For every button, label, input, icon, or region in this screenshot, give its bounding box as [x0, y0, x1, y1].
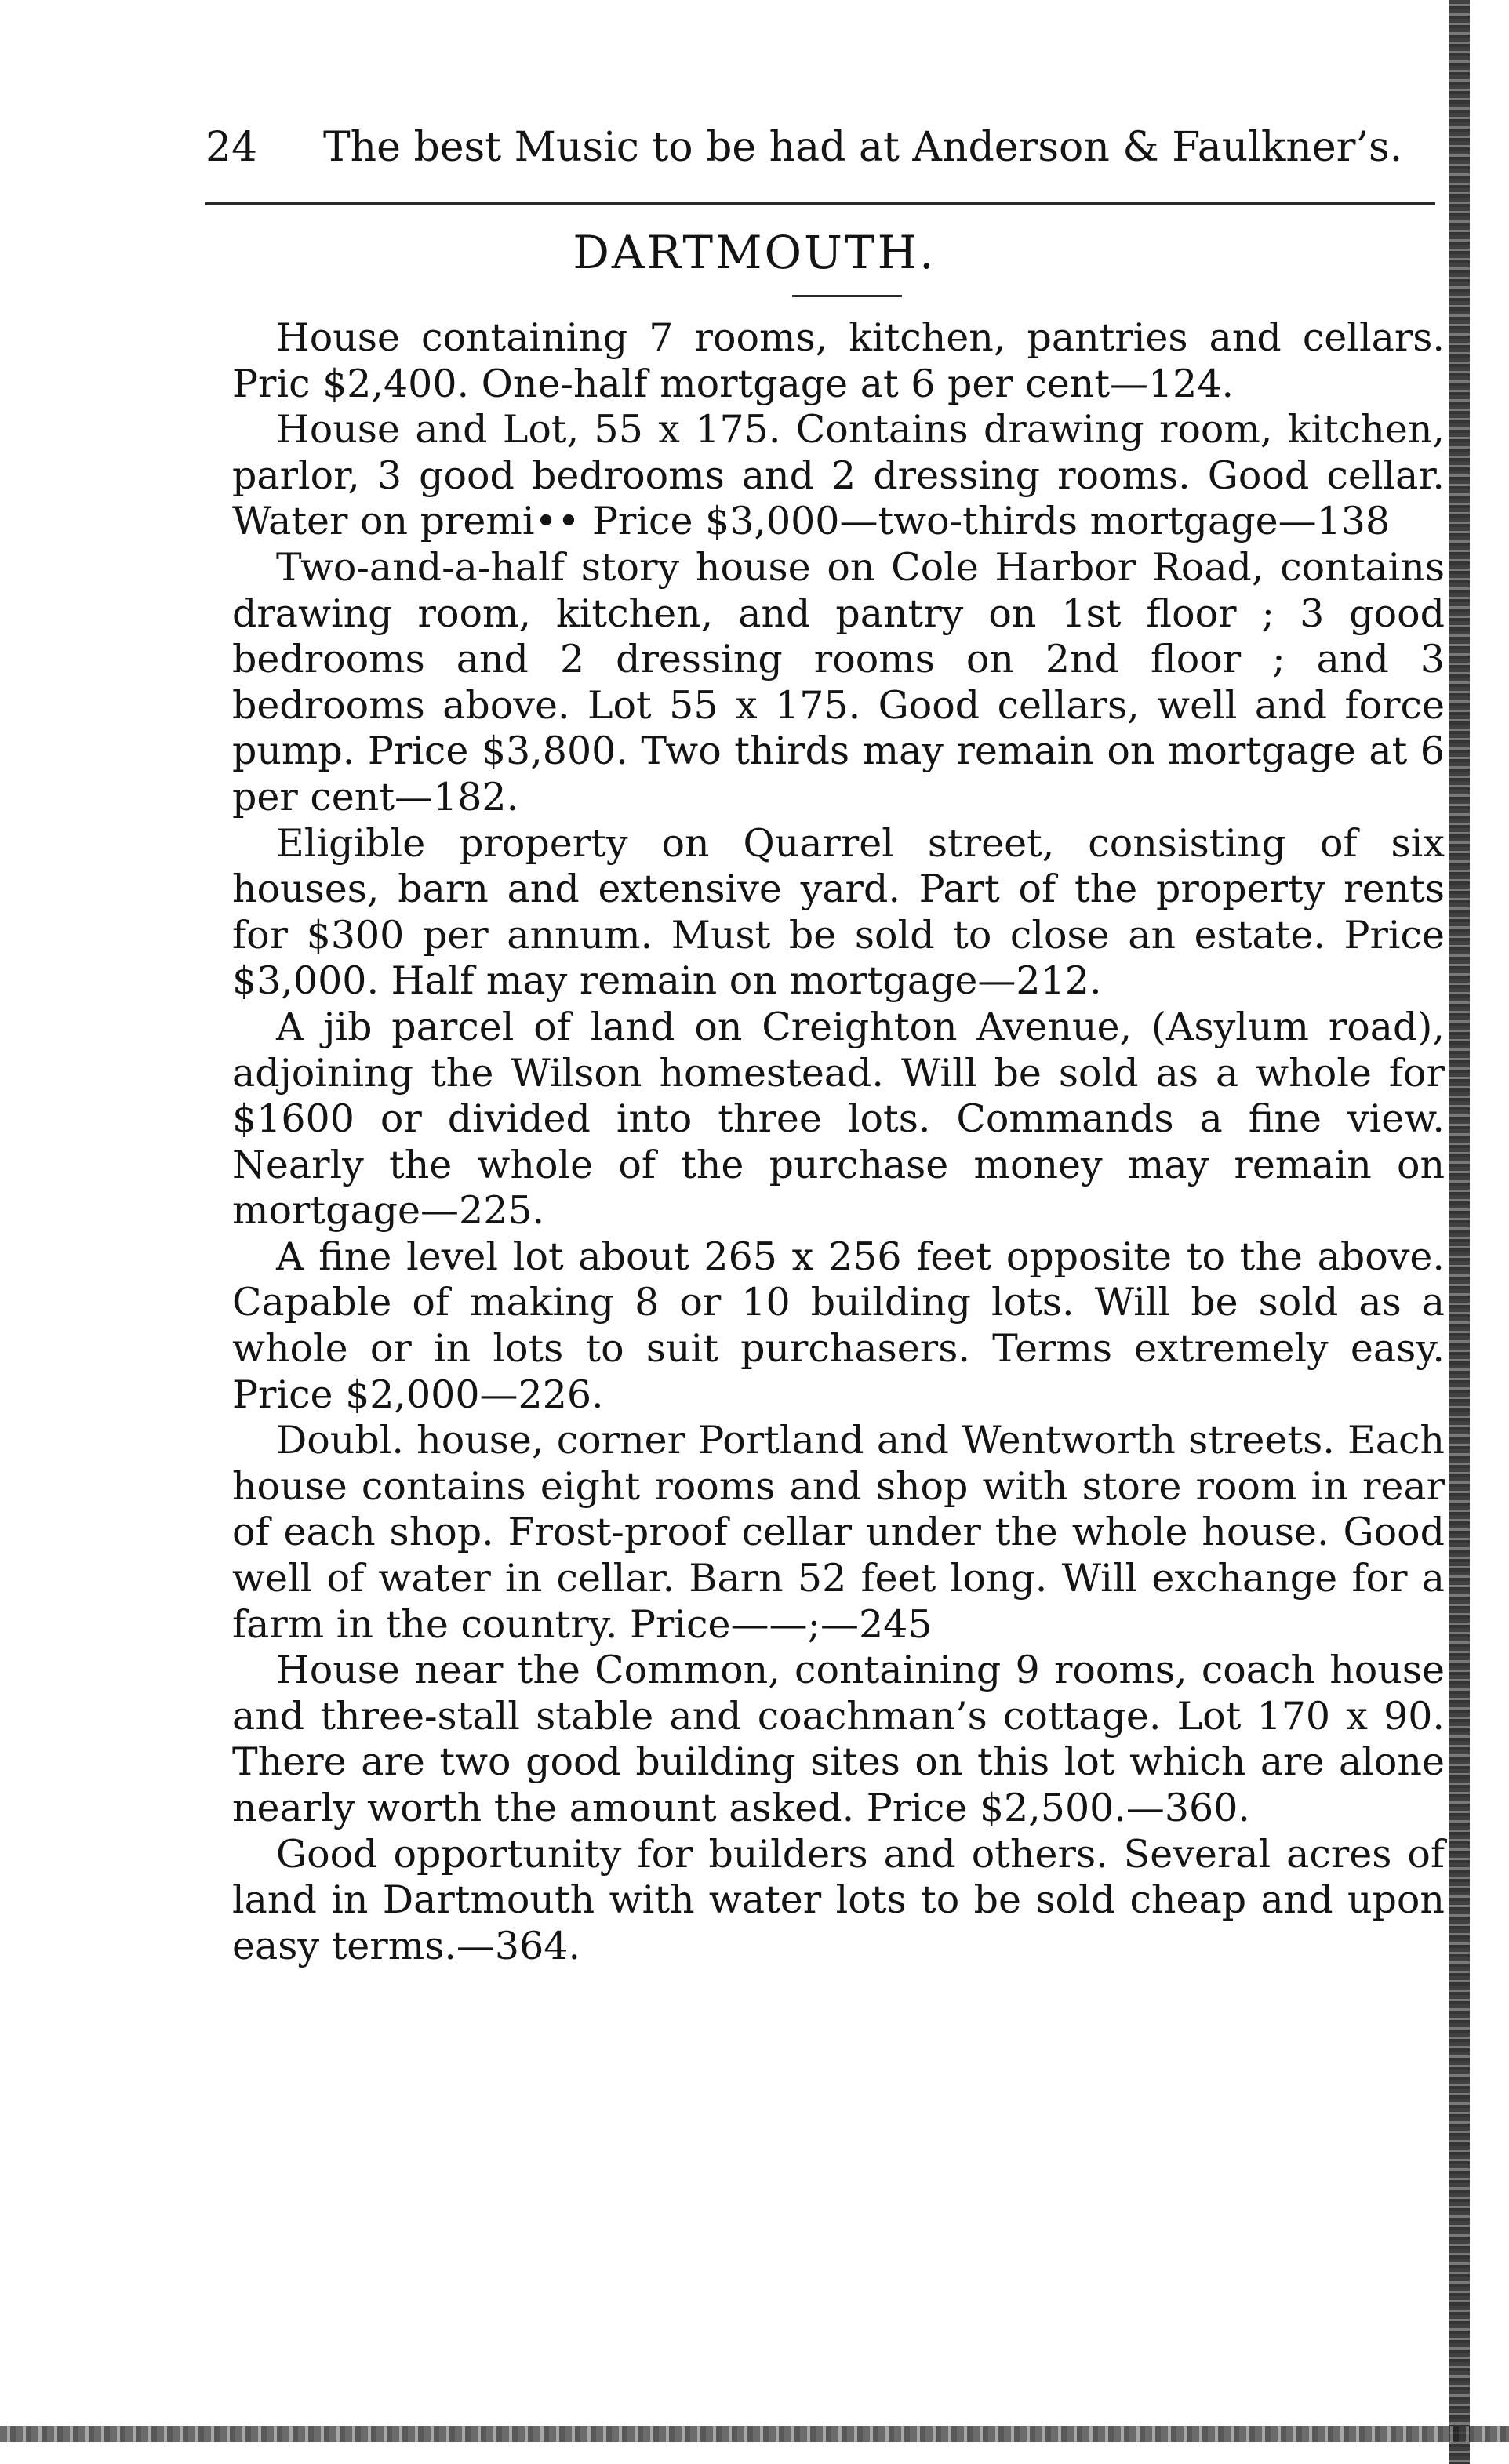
title-rule: [792, 295, 902, 297]
listing-paragraph: A jib parcel of land on Creighton Avenue, (Asylum road), adjoining the Wilson homestead. Will be sold as a whole for $1600 or divided into three lots. Commands a fine view. Nearly the whole of the purchase money may remain on mortgage—225.: [232, 1004, 1445, 1234]
header-rule: [205, 202, 1435, 205]
listing-paragraph: A fine level lot about 265 x 256 feet opposite to the above. Capable of making 8 or 10 building lots. Will be sold as a whole or in lots to suit purchasers. Terms extremely easy. Price $2,000—226.: [232, 1234, 1445, 1417]
listing-paragraph: Good opportunity for builders and others. Several acres of land in Dartmouth with water lots to be sold cheap and upon easy terms.—364.: [232, 1831, 1445, 1968]
bottom-edge-scan-artifact: [0, 2426, 1509, 2442]
listing-paragraph: Doubl. house, corner Portland and Wentworth streets. Each house contains eight rooms and shop with store room in rear of each shop. Frost-proof cellar under the whole house. Good well of water in cellar. Barn 52 feet long. Will exchange for a farm in the country. Price——;—245: [232, 1418, 1445, 1647]
page-edge-scan-artifact: [1449, 0, 1470, 2464]
listing-paragraph: House containing 7 rooms, kitchen, pantries and cellars. Pric $2,400. One-half mortgage at 6 per cent—124.: [232, 315, 1445, 406]
listing-paragraph: Eligible property on Quarrel street, consisting of six houses, barn and extensive yard. Part of the property rents for $300 per annum. Must be sold to close an estate. Price $3,000. Half may remain on mortgage—212.: [232, 820, 1445, 1004]
listing-paragraph: House and Lot, 55 x 175. Contains drawing room, kitchen, parlor, 3 good bedrooms and 2 dressing rooms. Good cellar. Water on premi•• Price $3,000—two-thirds mortgage—138: [232, 407, 1445, 544]
listings-body: [232, 315, 1445, 1969]
listing-paragraph: House near the Common, containing 9 rooms, coach house and three-stall stable and coachman’s cottage. Lot 170 x 90. There are two good building sites on this lot which are alone nearly worth the amount asked. Price $2,500.—360.: [232, 1648, 1445, 1830]
section-title: DARTMOUTH.: [573, 226, 936, 279]
running-head: [205, 116, 1421, 179]
running-title: The best Music to be had at Anderson & Faulkner’s.: [323, 124, 1403, 171]
listing-paragraph: Two-and-a-half story house on Cole Harbor Road, contains drawing room, kitchen, and pantry on 1st floor ; 3 good bedrooms and 2 dressing rooms on 2nd floor ; and 3 bedrooms above. Lot 55 x 175. Good cellars, well and force pump. Price $3,800. Two thirds may remain on mortgage at 6 per cent—182.: [232, 544, 1445, 820]
page-number: 24: [205, 124, 258, 171]
